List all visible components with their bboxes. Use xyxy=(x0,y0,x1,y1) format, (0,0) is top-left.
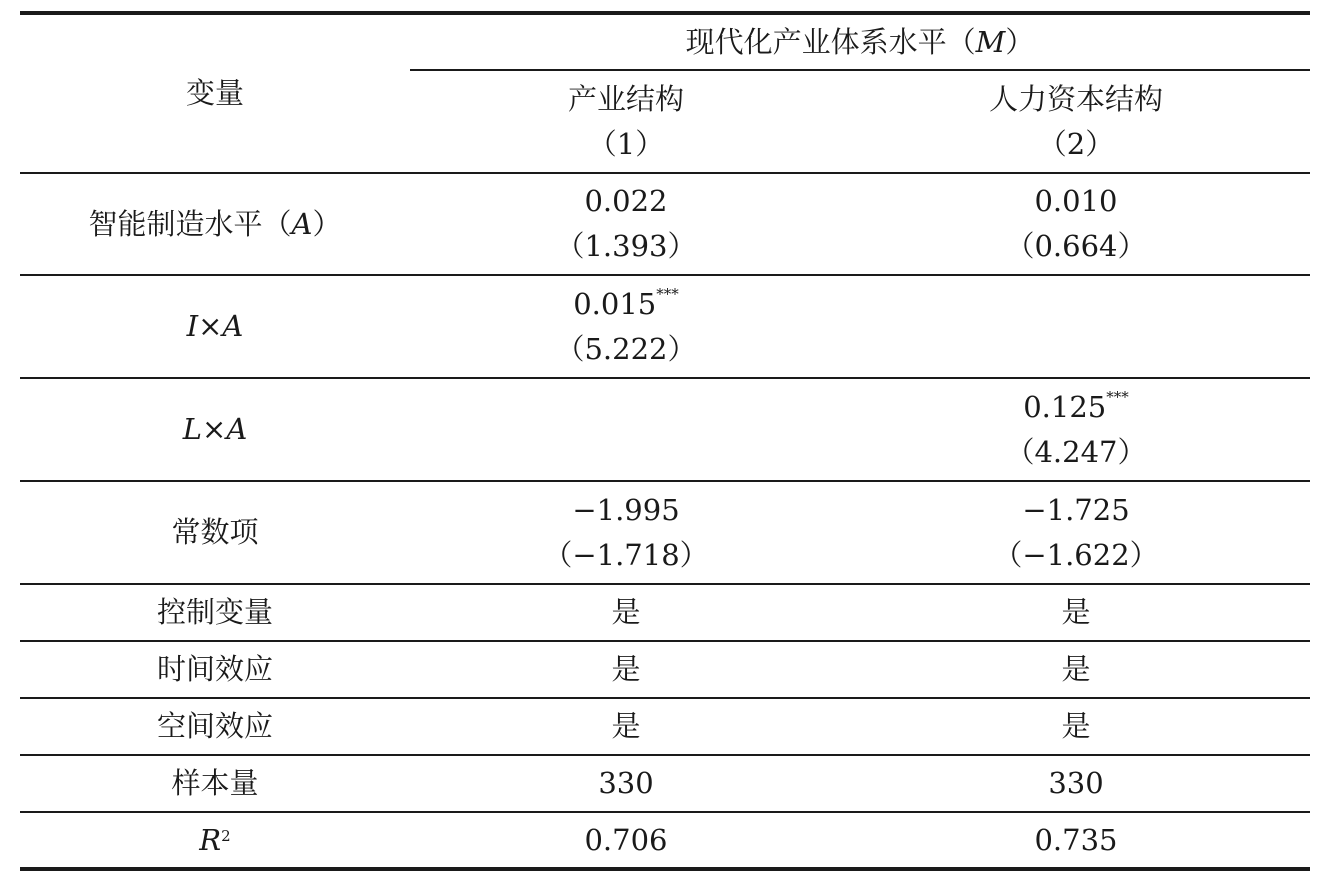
table-cell xyxy=(410,482,842,583)
group-header-var: M xyxy=(975,24,1006,59)
group-header-prefix: 现代化产业体系水平（ xyxy=(685,24,976,59)
table-cell-empty xyxy=(842,276,1310,377)
table-cell xyxy=(842,756,1310,811)
cell-value: 是 xyxy=(1061,709,1091,743)
row-label-var-a: A xyxy=(226,412,248,446)
t-statistic: （−1.622） xyxy=(993,537,1159,572)
t-statistic: （−1.718） xyxy=(543,537,709,572)
table-cell xyxy=(410,642,842,697)
variable-header xyxy=(20,15,410,172)
table-cell xyxy=(410,756,842,811)
col2-header-num: （2） xyxy=(1037,126,1115,161)
group-header-suffix: ） xyxy=(1005,24,1035,59)
col1-header-name: 产业结构 xyxy=(567,81,684,116)
row-label-text: 时间效应 xyxy=(156,652,273,686)
row-label-var-l: L xyxy=(182,412,202,446)
row-label-i-times-a xyxy=(20,276,410,377)
row-label-var-i: I xyxy=(186,309,199,343)
cell-value: 是 xyxy=(611,652,641,686)
row-label-text: 控制变量 xyxy=(156,595,273,629)
coefficient-with-significance xyxy=(573,282,679,327)
col1-header xyxy=(410,71,842,172)
table-cell xyxy=(842,699,1310,754)
coefficient: −1.995 xyxy=(572,492,680,527)
col1-header-num: （1） xyxy=(587,126,665,161)
cell-value: 0.735 xyxy=(1034,822,1118,857)
row-label-text: 样本量 xyxy=(171,766,259,800)
row-label-l-times-a xyxy=(20,379,410,480)
t-statistic: （5.222） xyxy=(555,331,697,366)
cell-value: 是 xyxy=(611,709,641,743)
t-statistic: （4.247） xyxy=(1005,434,1147,469)
variable-header-text: 变量 xyxy=(185,76,244,110)
cell-value: 是 xyxy=(1061,595,1091,629)
t-statistic: （1.393） xyxy=(555,229,697,263)
row-label-var-r: R xyxy=(199,822,222,857)
table-cell xyxy=(842,379,1310,480)
col2-header xyxy=(842,71,1310,172)
table-cell xyxy=(410,813,842,867)
row-label-suffix: ） xyxy=(312,206,342,241)
table-cell xyxy=(842,813,1310,867)
table-cell xyxy=(410,174,842,274)
table-cell xyxy=(410,699,842,754)
row-label-intelligent-manufacturing xyxy=(20,174,410,274)
table-cell xyxy=(410,585,842,640)
row-label-sample-size xyxy=(20,756,410,811)
table-cell xyxy=(842,642,1310,697)
table-cell xyxy=(410,276,842,377)
row-label-control-variables xyxy=(20,585,410,640)
cell-value: 是 xyxy=(1061,652,1091,686)
times-symbol: × xyxy=(202,412,227,446)
coefficient: 0.015 xyxy=(573,286,657,321)
significance-stars: *** xyxy=(1106,387,1129,406)
coefficient-with-significance xyxy=(1023,385,1129,430)
table-cell xyxy=(842,482,1310,583)
row-label-text: 空间效应 xyxy=(156,709,273,743)
row-label-var-a: A xyxy=(222,309,244,343)
t-statistic: （0.664） xyxy=(1005,229,1147,263)
coefficient: 0.022 xyxy=(584,184,668,218)
table-cell xyxy=(842,174,1310,274)
row-label-constant xyxy=(20,482,410,583)
times-symbol: × xyxy=(198,309,223,343)
cell-value: 330 xyxy=(1048,766,1104,800)
group-header xyxy=(410,15,1310,69)
row-label-spatial-effect xyxy=(20,699,410,754)
table-bottom-rule xyxy=(20,867,1310,871)
cell-value: 330 xyxy=(598,766,654,800)
significance-stars: *** xyxy=(656,284,679,303)
coefficient: 0.010 xyxy=(1034,184,1118,218)
col2-header-name: 人力资本结构 xyxy=(988,81,1163,116)
row-label-text: 常数项 xyxy=(171,515,259,549)
row-label-text: 智能制造水平（ xyxy=(88,206,292,241)
coefficient: 0.125 xyxy=(1023,389,1107,424)
cell-value: 0.706 xyxy=(584,822,668,857)
cell-value: 是 xyxy=(611,595,641,629)
row-label-r-squared: R $^2$ xyxy=(20,813,410,867)
coefficient: −1.725 xyxy=(1022,492,1130,527)
row-label-var: A xyxy=(291,206,313,241)
table-cell xyxy=(842,585,1310,640)
row-label-time-effect xyxy=(20,642,410,697)
table-cell-empty xyxy=(410,379,842,480)
